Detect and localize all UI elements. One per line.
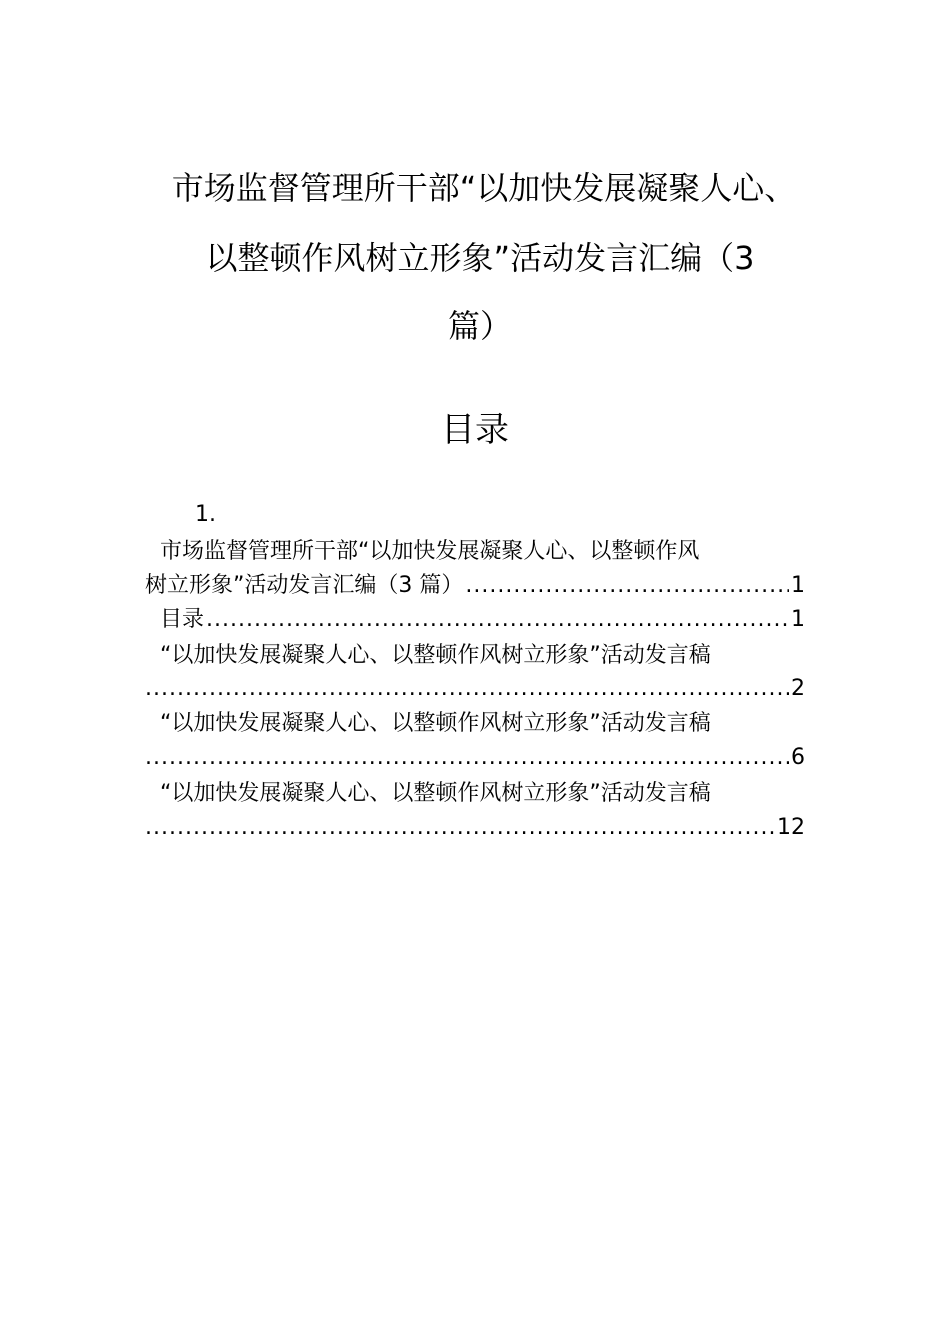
toc-leader-dots <box>206 604 789 636</box>
toc-entry-3-page: 2 <box>791 676 805 701</box>
toc-leader-dots <box>145 673 789 705</box>
toc-list-number: 1. <box>195 502 216 527</box>
toc-leader-dots <box>145 742 789 774</box>
toc-entry-4-label[interactable]: “以加快发展凝聚人心、以整顿作风树立形象”活动发言稿 <box>160 711 711 736</box>
document-title-line-2: 以整顿作风树立形象”活动发言汇编（3 <box>205 239 755 277</box>
toc-heading: 目录 <box>441 410 509 450</box>
document-title-line-1: 市场监督管理所干部“以加快发展凝聚人心、 <box>171 169 797 207</box>
toc-leader-dots <box>145 812 775 844</box>
toc-entry-4-leader-line[interactable] <box>145 742 805 774</box>
toc-entry-1-label: 树立形象”活动发言汇编（3 篇） <box>145 573 464 598</box>
toc-entry-2-page: 1 <box>791 607 805 632</box>
toc-entry-1-page: 1 <box>791 573 805 598</box>
toc-entry-2-label: 目录 <box>160 607 205 632</box>
toc-entry-2[interactable] <box>145 604 805 636</box>
toc-leader-dots <box>465 570 789 602</box>
toc-entry-3-label[interactable]: “以加快发展凝聚人心、以整顿作风树立形象”活动发言稿 <box>160 643 711 668</box>
toc-entry-1-line-2[interactable] <box>145 570 805 602</box>
toc-entry-5-label[interactable]: “以加快发展凝聚人心、以整顿作风树立形象”活动发言稿 <box>160 781 711 806</box>
document-title-line-3: 篇） <box>447 307 512 345</box>
toc-entry-5-page: 12 <box>777 815 805 840</box>
toc-entry-3-leader-line[interactable] <box>145 673 805 705</box>
toc-entry-4-page: 6 <box>791 745 805 770</box>
toc-entry-1-line-1[interactable]: 市场监督管理所干部“以加快发展凝聚人心、以整顿作风 <box>160 539 700 564</box>
toc-entry-5-leader-line[interactable] <box>145 812 805 844</box>
